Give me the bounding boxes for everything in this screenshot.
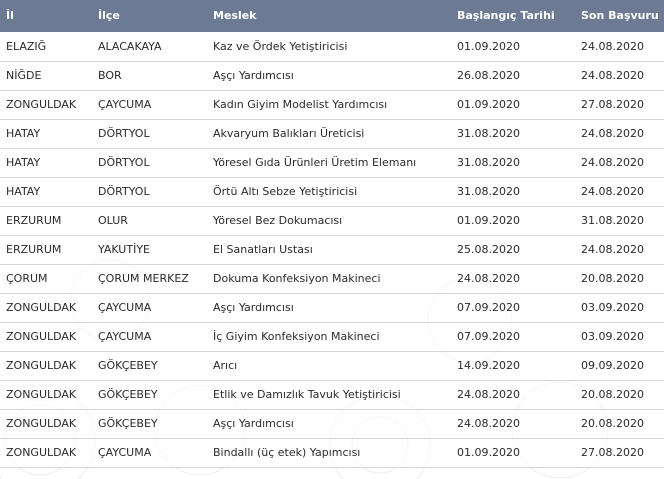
table-header-row	[0, 0, 664, 32]
cell-il: ZONGULDAK	[0, 351, 91, 380]
cell-baslangic-tarihi: 26.08.2020	[451, 61, 575, 90]
cell-son-basvuru: 27.08.2020	[575, 438, 664, 467]
table-row[interactable]	[0, 264, 664, 293]
cell-ilce: ÇAYCUMA	[91, 293, 206, 322]
cell-baslangic-tarihi: 07.09.2020	[451, 322, 575, 351]
cell-il: ELAZIĞ	[0, 32, 91, 61]
header-meslek[interactable]: Meslek	[206, 0, 451, 32]
cell-ilce: BOR	[91, 61, 206, 90]
cell-meslek: Etlik ve Damızlık Tavuk Yetiştiricisi	[206, 380, 451, 409]
header-il[interactable]: İl	[0, 0, 91, 32]
cell-baslangic-tarihi: 01.09.2020	[451, 206, 575, 235]
cell-il: ZONGULDAK	[0, 409, 91, 438]
cell-meslek: Kaz ve Ördek Yetiştiricisi	[206, 32, 451, 61]
header-baslangic-tarihi[interactable]: Başlangıç Tarihi	[451, 0, 575, 32]
header-son-basvuru[interactable]: Son Başvuru	[575, 0, 664, 32]
cell-son-basvuru: 27.08.2020	[575, 90, 664, 119]
cell-ilce: GÖKÇEBEY	[91, 409, 206, 438]
cell-son-basvuru: 20.08.2020	[575, 380, 664, 409]
cell-son-basvuru: 03.09.2020	[575, 293, 664, 322]
cell-ilce: GÖKÇEBEY	[91, 380, 206, 409]
table-row[interactable]	[0, 148, 664, 177]
cell-son-basvuru: 24.08.2020	[575, 235, 664, 264]
cell-son-basvuru: 03.09.2020	[575, 322, 664, 351]
cell-meslek: Aşçı Yardımcısı	[206, 61, 451, 90]
table-row[interactable]	[0, 32, 664, 61]
cell-ilce: ALACAKAYA	[91, 32, 206, 61]
cell-il: HATAY	[0, 177, 91, 206]
cell-ilce: YAKUTİYE	[91, 235, 206, 264]
cell-son-basvuru: 24.08.2020	[575, 32, 664, 61]
cell-il: ÇORUM	[0, 264, 91, 293]
cell-son-basvuru: 20.08.2020	[575, 264, 664, 293]
table-row[interactable]	[0, 351, 664, 380]
cell-baslangic-tarihi: 31.08.2020	[451, 119, 575, 148]
cell-son-basvuru: 24.08.2020	[575, 61, 664, 90]
table-row[interactable]	[0, 235, 664, 264]
table-row[interactable]	[0, 177, 664, 206]
cell-ilce: ÇAYCUMA	[91, 438, 206, 467]
table-row[interactable]	[0, 61, 664, 90]
cell-meslek: Arıcı	[206, 351, 451, 380]
cell-baslangic-tarihi: 31.08.2020	[451, 148, 575, 177]
cell-baslangic-tarihi: 01.09.2020	[451, 32, 575, 61]
cell-ilce: OLUR	[91, 206, 206, 235]
cell-son-basvuru: 24.08.2020	[575, 177, 664, 206]
table-row[interactable]	[0, 409, 664, 438]
header-ilce[interactable]: İlçe	[91, 0, 206, 32]
cell-il: NİĞDE	[0, 61, 91, 90]
cell-il: HATAY	[0, 119, 91, 148]
cell-baslangic-tarihi: 01.09.2020	[451, 90, 575, 119]
cell-baslangic-tarihi: 25.08.2020	[451, 235, 575, 264]
cell-baslangic-tarihi: 24.08.2020	[451, 380, 575, 409]
cell-meslek: Aşçı Yardımcısı	[206, 293, 451, 322]
cell-il: ERZURUM	[0, 235, 91, 264]
table-row[interactable]	[0, 322, 664, 351]
cell-il: ZONGULDAK	[0, 438, 91, 467]
cell-son-basvuru: 24.08.2020	[575, 148, 664, 177]
cell-il: ZONGULDAK	[0, 293, 91, 322]
table-row[interactable]	[0, 119, 664, 148]
table-row[interactable]	[0, 90, 664, 119]
cell-il: ZONGULDAK	[0, 322, 91, 351]
cell-ilce: ÇAYCUMA	[91, 90, 206, 119]
cell-baslangic-tarihi: 24.08.2020	[451, 409, 575, 438]
cell-meslek: İç Giyim Konfeksiyon Makineci	[206, 322, 451, 351]
cell-ilce: ÇORUM MERKEZ	[91, 264, 206, 293]
cell-son-basvuru: 24.08.2020	[575, 119, 664, 148]
cell-baslangic-tarihi: 07.09.2020	[451, 293, 575, 322]
cell-son-basvuru: 09.09.2020	[575, 351, 664, 380]
cell-il: ERZURUM	[0, 206, 91, 235]
cell-baslangic-tarihi: 01.09.2020	[451, 438, 575, 467]
cell-meslek: Dokuma Konfeksiyon Makineci	[206, 264, 451, 293]
table-row[interactable]	[0, 380, 664, 409]
cell-meslek: Yöresel Gıda Ürünleri Üretim Elemanı	[206, 148, 451, 177]
cell-meslek: Örtü Altı Sebze Yetiştiricisi	[206, 177, 451, 206]
cell-meslek: El Sanatları Ustası	[206, 235, 451, 264]
cell-ilce: DÖRTYOL	[91, 119, 206, 148]
cell-il: ZONGULDAK	[0, 90, 91, 119]
cell-son-basvuru: 20.08.2020	[575, 409, 664, 438]
cell-ilce: GÖKÇEBEY	[91, 351, 206, 380]
cell-baslangic-tarihi: 31.08.2020	[451, 177, 575, 206]
cell-il: ZONGULDAK	[0, 380, 91, 409]
cell-son-basvuru: 31.08.2020	[575, 206, 664, 235]
cell-meslek: Akvaryum Balıkları Üreticisi	[206, 119, 451, 148]
table-row[interactable]	[0, 293, 664, 322]
cell-baslangic-tarihi: 14.09.2020	[451, 351, 575, 380]
cell-ilce: ÇAYCUMA	[91, 322, 206, 351]
table-row[interactable]	[0, 438, 664, 467]
cell-ilce: DÖRTYOL	[91, 177, 206, 206]
cell-meslek: Yöresel Bez Dokumacısı	[206, 206, 451, 235]
cell-meslek: Aşçı Yardımcısı	[206, 409, 451, 438]
cell-meslek: Bindallı (üç etek) Yapımcısı	[206, 438, 451, 467]
cell-il: HATAY	[0, 148, 91, 177]
table-row[interactable]	[0, 206, 664, 235]
cell-ilce: DÖRTYOL	[91, 148, 206, 177]
cell-meslek: Kadın Giyim Modelist Yardımcısı	[206, 90, 451, 119]
cell-baslangic-tarihi: 24.08.2020	[451, 264, 575, 293]
